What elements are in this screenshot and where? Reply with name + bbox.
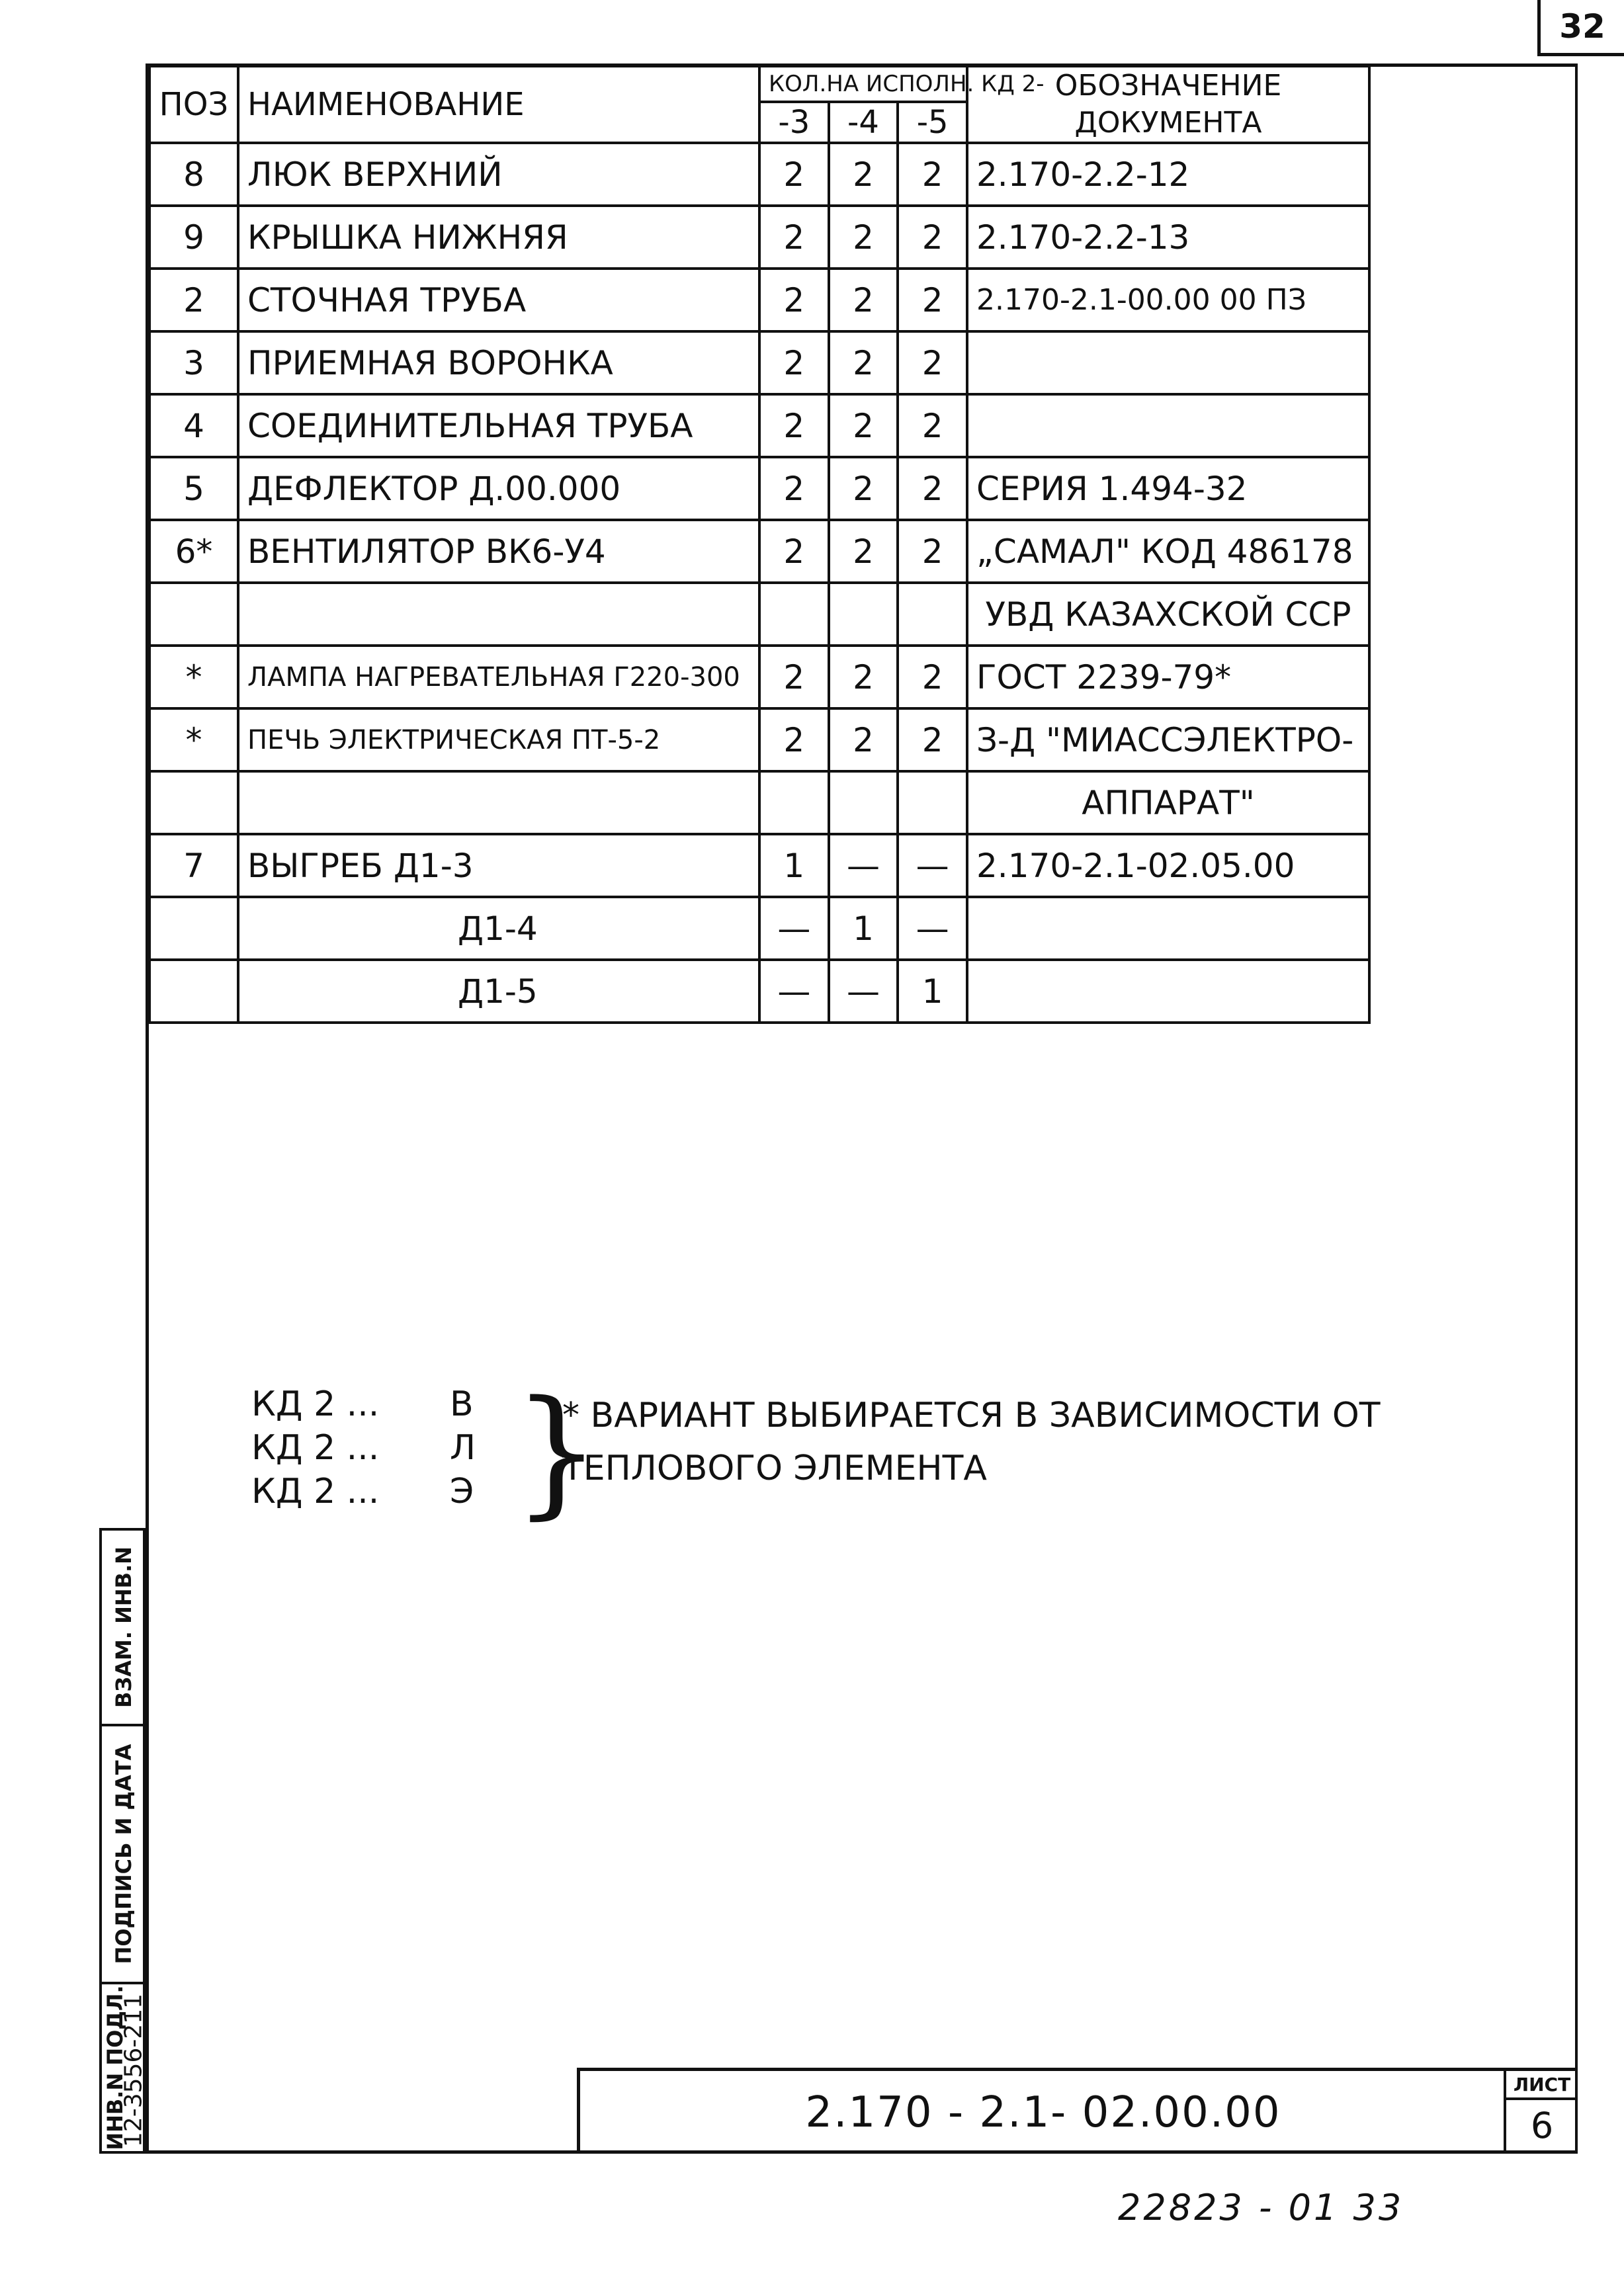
row-qty-5: 2 <box>898 269 967 331</box>
table-header-row <box>150 66 1369 102</box>
row-qty-3: 2 <box>759 646 829 708</box>
header-qty-group: КОЛ.НА ИСПОЛН. КД 2- <box>759 66 967 102</box>
row-doc: УВД КАЗАХСКОЙ ССР <box>967 583 1369 646</box>
sheet-number: 6 <box>1530 2105 1554 2146</box>
row-qty-5: 2 <box>898 520 967 583</box>
table-row <box>150 646 1369 708</box>
row-qty-5: 2 <box>898 206 967 269</box>
header-name: НАИМЕНОВАНИЕ <box>238 66 759 143</box>
row-pos: 3 <box>150 331 238 394</box>
row-qty-3: 2 <box>759 457 829 520</box>
document-code: 2.170 - 2.1- 02.00.00 <box>805 2088 1281 2137</box>
row-pos <box>150 771 238 834</box>
table-row <box>150 771 1369 834</box>
row-name: ЛЮК ВЕРХНИЙ <box>238 143 759 206</box>
row-qty-4: 2 <box>829 331 898 394</box>
row-doc: СЕРИЯ 1.494-32 <box>967 457 1369 520</box>
row-qty-4: 2 <box>829 394 898 457</box>
row-qty-4: 1 <box>829 897 898 960</box>
row-qty-5: — <box>898 834 967 897</box>
page-number: 32 <box>1537 0 1624 56</box>
row-name <box>238 771 759 834</box>
row-doc: 2.170-2.1-00.00 00 ПЗ <box>967 269 1369 331</box>
row-doc <box>967 331 1369 394</box>
row-doc: ГОСТ 2239-79* <box>967 646 1369 708</box>
row-qty-3: 2 <box>759 708 829 771</box>
row-pos <box>150 897 238 960</box>
header-qty-5: -5 <box>898 102 967 143</box>
row-doc: 2.170-2.2-13 <box>967 206 1369 269</box>
row-qty-3: 2 <box>759 269 829 331</box>
sheet-box <box>1504 2071 1578 2154</box>
row-pos: 7 <box>150 834 238 897</box>
row-name: ВЕНТИЛЯТОР ВК6-У4 <box>238 520 759 583</box>
row-qty-5: 2 <box>898 331 967 394</box>
row-name: СОЕДИНИТЕЛЬНАЯ ТРУБА <box>238 394 759 457</box>
row-pos: * <box>150 646 238 708</box>
row-qty-3 <box>759 771 829 834</box>
row-doc: 2.170-2.2-12 <box>967 143 1369 206</box>
row-pos: 2 <box>150 269 238 331</box>
table-row <box>150 394 1369 457</box>
row-name: ДЕФЛЕКТОР Д.00.000 <box>238 457 759 520</box>
header-qty-4: -4 <box>829 102 898 143</box>
row-name: КРЫШКА НИЖНЯЯ <box>238 206 759 269</box>
brace-icon: } <box>513 1371 601 1533</box>
stamp-label-replacement: ВЗАМ. ИНВ.N <box>111 1546 136 1708</box>
row-qty-3: 2 <box>759 394 829 457</box>
row-name: Д1-4 <box>238 897 759 960</box>
row-name: ЛАМПА НАГРЕВАТЕЛЬНАЯ Г220-300 <box>238 646 759 708</box>
row-qty-5: 2 <box>898 646 967 708</box>
row-qty-5 <box>898 583 967 646</box>
table-row <box>150 960 1369 1023</box>
title-block <box>577 2068 1578 2154</box>
row-qty-3 <box>759 583 829 646</box>
row-name: ВЫГРЕБ Д1-3 <box>238 834 759 897</box>
row-qty-3: 2 <box>759 143 829 206</box>
row-pos: 5 <box>150 457 238 520</box>
row-doc: АППАРАТ" <box>967 771 1369 834</box>
row-qty-5: 2 <box>898 708 967 771</box>
row-name <box>238 583 759 646</box>
row-qty-4: 2 <box>829 143 898 206</box>
row-qty-4 <box>829 771 898 834</box>
row-pos: 8 <box>150 143 238 206</box>
row-qty-3: 2 <box>759 206 829 269</box>
row-doc: З-Д "МИАССЭЛЕКТРО- <box>967 708 1369 771</box>
row-qty-3: — <box>759 960 829 1023</box>
row-doc <box>967 960 1369 1023</box>
row-qty-4: 2 <box>829 206 898 269</box>
table-row <box>150 269 1369 331</box>
variant-letter: В <box>450 1384 474 1424</box>
table-row <box>150 520 1369 583</box>
variant-code: КД 2 ... <box>251 1472 380 1511</box>
row-qty-5: 2 <box>898 143 967 206</box>
table-row <box>150 331 1369 394</box>
table-row <box>150 143 1369 206</box>
variant-letter: Л <box>450 1428 476 1468</box>
table-row <box>150 457 1369 520</box>
variant-item <box>251 1426 516 1470</box>
sheet-label: ЛИСТ <box>1506 2071 1578 2100</box>
row-pos: 9 <box>150 206 238 269</box>
row-qty-3: 2 <box>759 520 829 583</box>
header-pos: ПОЗ <box>150 66 238 143</box>
variant-letter: Э <box>450 1472 474 1511</box>
variant-code: КД 2 ... <box>251 1384 380 1424</box>
row-doc: „САМАЛ" КОД 486178 <box>967 520 1369 583</box>
row-qty-4: — <box>829 960 898 1023</box>
row-pos: * <box>150 708 238 771</box>
row-pos <box>150 583 238 646</box>
note-text: * ВАРИАНТ ВЫБИРАЕТСЯ В ЗАВИСИМОСТИ ОТ ТЕПЛОВОГО ЭЛЕМЕНТА <box>562 1396 1381 1488</box>
row-name: ПРИЕМНАЯ ВОРОНКА <box>238 331 759 394</box>
header-qty-3: -3 <box>759 102 829 143</box>
row-pos <box>150 960 238 1023</box>
row-qty-3: 1 <box>759 834 829 897</box>
table-row <box>150 708 1369 771</box>
stamp-label-original: ИНВ.N ПОДЛ. <box>102 1985 128 2150</box>
inventory-number: 12-3556-211 <box>120 1993 148 2148</box>
specification-table <box>148 65 1371 1024</box>
row-qty-5: 1 <box>898 960 967 1023</box>
table-row <box>150 583 1369 646</box>
row-qty-4: 2 <box>829 708 898 771</box>
row-qty-5: 2 <box>898 394 967 457</box>
row-qty-4: 2 <box>829 646 898 708</box>
row-name: СТОЧНАЯ ТРУБА <box>238 269 759 331</box>
table-row <box>150 206 1369 269</box>
footer-code: 22823 - 01 33 <box>1118 2187 1404 2228</box>
row-doc <box>967 897 1369 960</box>
row-qty-3: 2 <box>759 331 829 394</box>
inventory-values <box>99 1528 146 2154</box>
row-qty-3: — <box>759 897 829 960</box>
row-qty-4 <box>829 583 898 646</box>
variant-item <box>251 1470 516 1513</box>
row-qty-5 <box>898 771 967 834</box>
row-doc <box>967 394 1369 457</box>
row-name: Д1-5 <box>238 960 759 1023</box>
table-row <box>150 834 1369 897</box>
note-block <box>251 1371 1508 1554</box>
table-row <box>150 897 1369 960</box>
row-pos: 4 <box>150 394 238 457</box>
row-pos: 6* <box>150 520 238 583</box>
row-qty-5: 2 <box>898 457 967 520</box>
variant-code: КД 2 ... <box>251 1428 380 1468</box>
variant-item <box>251 1382 516 1426</box>
row-doc: 2.170-2.1-02.05.00 <box>967 834 1369 897</box>
variant-list <box>251 1382 516 1513</box>
stamp-label-signature: ПОДПИСЬ И ДАТА <box>111 1744 136 1965</box>
row-qty-4: 2 <box>829 457 898 520</box>
row-qty-4: 2 <box>829 520 898 583</box>
row-qty-4: — <box>829 834 898 897</box>
row-qty-5: — <box>898 897 967 960</box>
header-doc: ОБОЗНАЧЕНИЕ ДОКУМЕНТА <box>967 66 1369 143</box>
row-qty-4: 2 <box>829 269 898 331</box>
row-name: ПЕЧЬ ЭЛЕКТРИЧЕСКАЯ ПТ-5-2 <box>238 708 759 771</box>
